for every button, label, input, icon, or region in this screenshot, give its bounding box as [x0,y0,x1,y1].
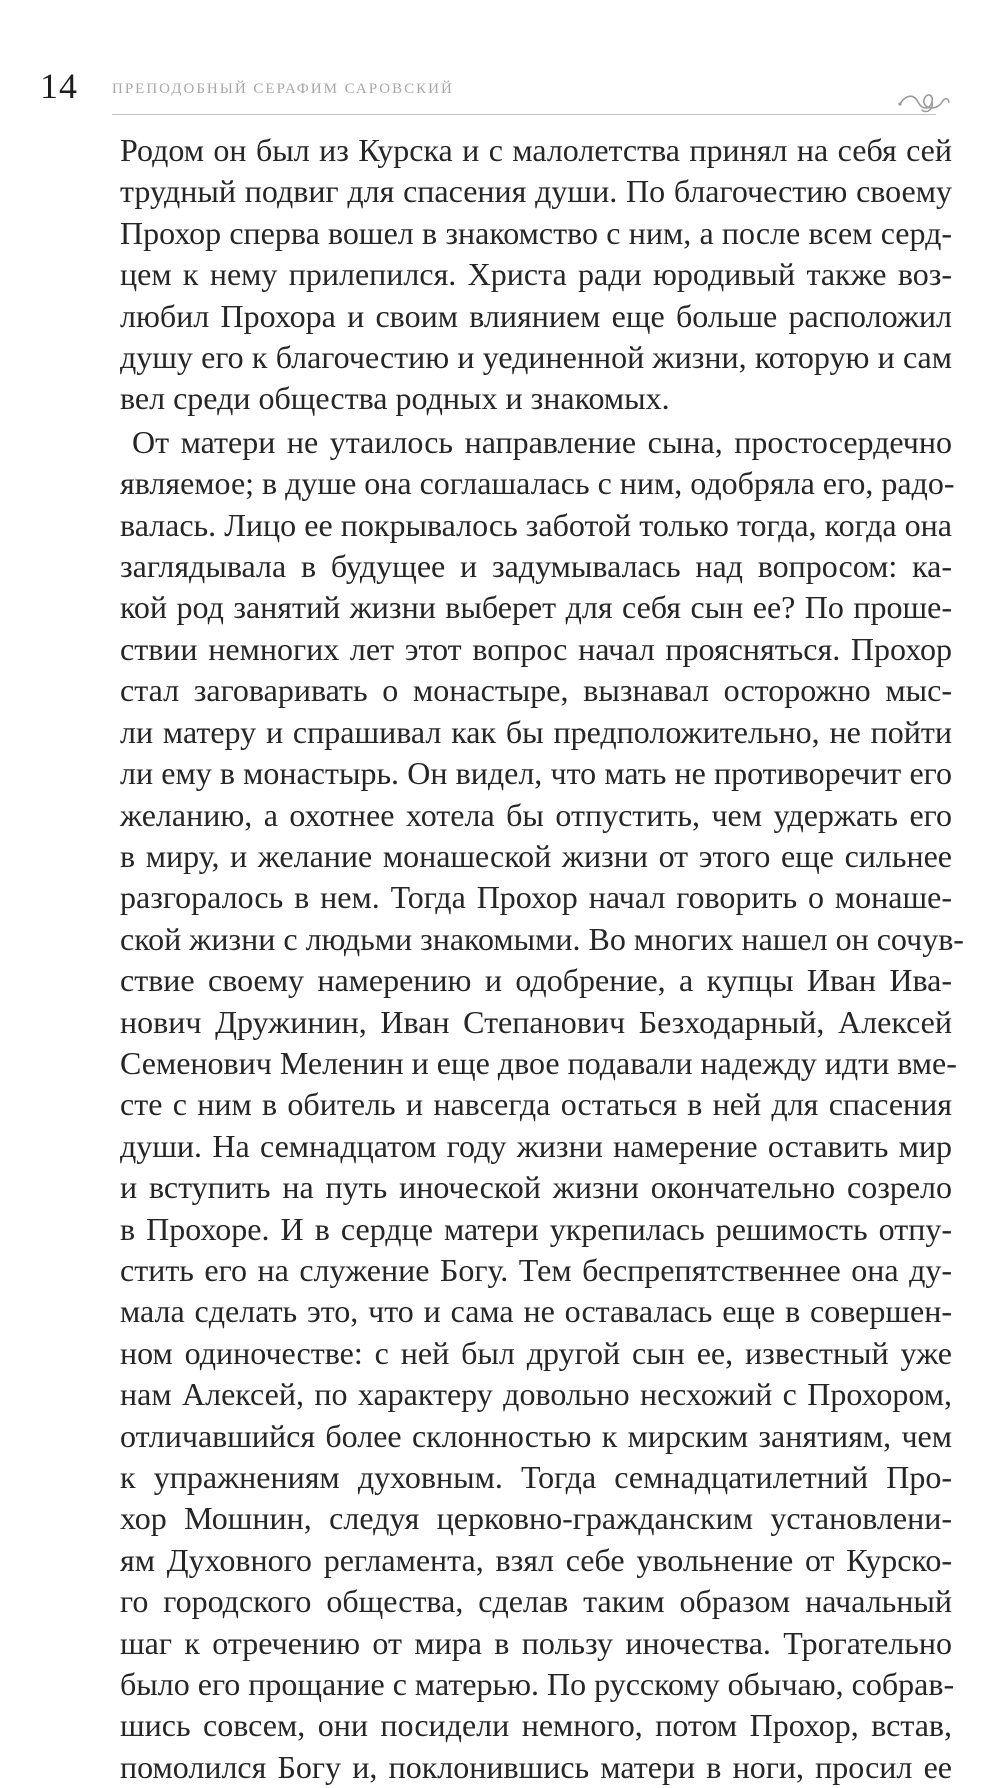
text-line: было его прощание с матерью. По русскому обычаю, собрав- [120,1666,955,1703]
text-line: ли ему в монастырь. Он видел, что мать не противоречит его [120,755,952,792]
text-line: и вступить на путь иноческой жизни окончательно созрело [120,1169,952,1206]
page-header [40,62,950,122]
text-line: к упражнениям духовным. Тогда семнадцатилетний Про- [120,1459,952,1495]
flourish-ornament-icon [896,88,952,118]
text-line: Прохор сперва вошел в знакомство с ним, а после всем серд- [120,214,952,251]
running-title: ПРЕПОДОБНЫЙ СЕРАФИМ САРОВСКИЙ [112,81,454,97]
text-line: валась. Лицо ее покрывалось заботой только тогда, когда она [120,506,952,543]
text-line: любил Прохора и своим влиянием еще больше расположил [120,297,952,334]
paragraph-1 [120,130,952,420]
text-line: души. На семнадцатом году жизни намерение оставить мир [120,1127,952,1164]
text-line: помолился Богу и, поклонившись матери в ноги, просил ее [120,1748,952,1785]
text-line: кой род занятий жизни выберет для себя сын ее? По проше- [120,589,952,626]
paragraph-2 [120,422,964,1788]
text-line: душу его к благочестию и уединенной жизни, которую и сам [120,339,952,376]
body-text [120,130,964,1788]
text-line: стал заговаривать о монастыре, вызнавал осторожно мыс- [120,672,952,709]
text-line: стить его на служение Богу. Тем беспрепятственнее она ду- [120,1251,952,1288]
text-line: ствии немногих лет этот вопрос начал проясняться. Прохор [120,630,952,667]
text-line: заглядывала в будущее и задумывалась над вопросом: ка- [120,548,952,585]
text-line: цем к нему прилепился. Христа ради юродивый также воз- [120,256,952,293]
text-line: ской жизни с людьми знакомыми. Во многих нашел он сочув- [120,920,964,957]
text-line: отличавшийся более склонностью к мирским занятиям, чем [120,1417,952,1454]
text-line: ствие своему намерению и одобрение, а купцы Иван Ива- [120,962,952,999]
text-line: в Прохоре. И в сердце матери укрепилась решимость отпу- [120,1210,952,1247]
text-line: ли матеру и спрашивал как бы предположительно, не пойти [120,713,952,750]
text-line: го городского общества, сделав таким образом начальный [120,1583,952,1620]
text-line: вел среди общества родных и знакомых. [120,380,670,417]
text-line: разгоралось в нем. Тогда Прохор начал говорить о монаше- [120,879,952,916]
page-number: 14 [40,66,78,106]
text-line: шаг к отречению от мира в пользу иночества. Трогательно [120,1624,952,1661]
text-line: шись совсем, они посидели немного, потом Прохор, встав, [120,1707,952,1744]
text-line: нович Дружинин, Иван Степанович Безходарный, Алексей [120,1003,952,1040]
text-line: ям Духовного регламента, взял себе увольнение от Курско- [120,1541,952,1578]
text-line: сте с ним в обитель и навсегда остаться в ней для спасения [120,1086,952,1123]
text-line: в миру, и желание монашеской жизни от этого еще сильнее [120,837,952,874]
text-line: мала сделать это, что и сама не оставалась еще в совершен- [120,1293,952,1330]
text-line: Родом он был из Курска и с малолетства принял на себя сей [120,132,952,168]
text-line: Семенович Меленин и еще двое подавали надежду идти вме- [120,1044,957,1081]
text-line: хор Мошнин, следуя церковно-гражданским установлени- [120,1500,952,1537]
text-line: трудный подвиг для спасения души. По благочестию своему [120,173,952,210]
text-line: желанию, а охотнее хотела бы отпустить, чем удержать его [120,796,952,833]
header-rule [112,114,936,115]
text-line: нам Алексей, по характеру довольно несхожий с Прохором, [120,1376,952,1413]
text-line: ном одиночестве: с ней был другой сын ее, известный уже [120,1334,952,1371]
text-line: являемое; в душе она соглашалась с ним, одобряла его, радо- [120,465,955,502]
text-line: От матери не утаилось направление сына, простосердечно [132,423,952,460]
